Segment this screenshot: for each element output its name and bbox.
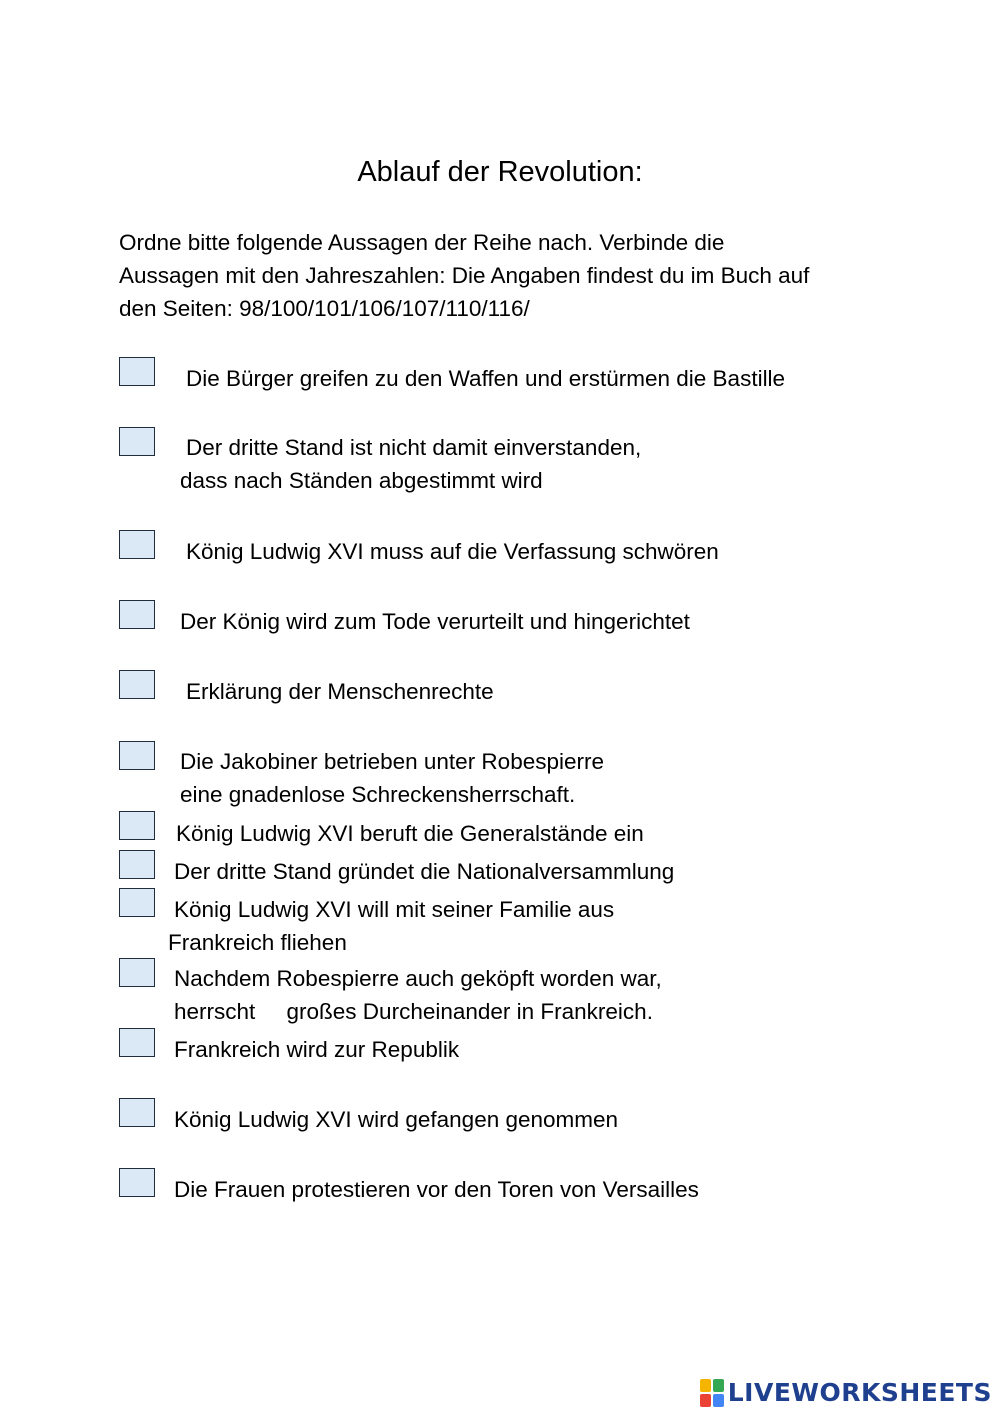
statement-7-line-1: König Ludwig XVI beruft die Generalstände ein	[176, 821, 644, 846]
instructions	[119, 226, 889, 325]
statement-10-line-2: herrscht großes Durcheinander in Frankreich.	[174, 999, 653, 1024]
liveworksheets-logo	[700, 1376, 992, 1410]
answer-box-8[interactable]	[119, 850, 155, 879]
statement-6-line-1: Die Jakobiner betrieben unter Robespierre	[180, 749, 604, 774]
answer-box-6[interactable]	[119, 741, 155, 770]
statement-12	[174, 1103, 618, 1136]
statement-11	[174, 1033, 459, 1066]
statement-9-line-1: König Ludwig XVI will mit seiner Familie aus	[174, 897, 615, 922]
instructions-line: den Seiten: 98/100/101/106/107/110/116/	[119, 296, 530, 321]
statement-5-line-1: Erklärung der Menschenrechte	[186, 679, 494, 704]
statement-12-line-1: König Ludwig XVI wird gefangen genommen	[174, 1107, 619, 1132]
statement-4	[180, 605, 690, 638]
statement-2-line-2: dass nach Ständen abgestimmt wird	[180, 468, 543, 493]
logo-square-green	[713, 1379, 724, 1392]
answer-box-3[interactable]	[119, 530, 155, 559]
statement-8	[174, 855, 674, 888]
instructions-line: Aussagen mit den Jahreszahlen: Die Angaben findest du im Buch auf	[119, 263, 810, 288]
statement-13	[174, 1173, 699, 1206]
liveworksheets-logo-icon	[700, 1379, 724, 1407]
page-title: Ablauf der Revolution:	[357, 156, 643, 188]
answer-box-1[interactable]	[119, 357, 155, 386]
answer-box-7[interactable]	[119, 811, 155, 840]
answer-box-10[interactable]	[119, 958, 155, 987]
instructions-line: Ordne bitte folgende Aussagen der Reihe nach. Verbinde die	[119, 230, 725, 255]
answer-box-11[interactable]	[119, 1028, 155, 1057]
statement-1	[186, 362, 785, 395]
statement-7	[176, 817, 644, 850]
statement-5	[186, 675, 494, 708]
answer-box-13[interactable]	[119, 1168, 155, 1197]
answer-box-5[interactable]	[119, 670, 155, 699]
statement-10-line-1: Nachdem Robespierre auch geköpft worden war,	[174, 966, 662, 991]
statement-10	[174, 962, 662, 1028]
statement-9	[168, 893, 615, 959]
statement-1-line-1: Die Bürger greifen zu den Waffen und erstürmen die Bastille	[186, 366, 786, 391]
statement-11-line-1: Frankreich wird zur Republik	[174, 1037, 460, 1062]
statement-2-line-1: Der dritte Stand ist nicht damit einverstanden,	[186, 435, 642, 460]
statement-8-line-1: Der dritte Stand gründet die Nationalversammlung	[174, 859, 675, 884]
logo-square-red	[700, 1394, 711, 1407]
statement-9-line-2: Frankreich fliehen	[168, 930, 347, 955]
statement-6-line-2: eine gnadenlose Schreckensherrschaft.	[180, 782, 576, 807]
logo-square-blue	[713, 1394, 724, 1407]
answer-box-9[interactable]	[119, 888, 155, 917]
statement-3-line-1: König Ludwig XVI muss auf die Verfassung schwören	[186, 539, 719, 564]
logo-square-yellow	[700, 1379, 711, 1392]
answer-box-2[interactable]	[119, 427, 155, 456]
statement-2	[180, 431, 642, 497]
answer-box-12[interactable]	[119, 1098, 155, 1127]
answer-box-4[interactable]	[119, 600, 155, 629]
statement-13-line-1: Die Frauen protestieren vor den Toren von Versailles	[174, 1177, 699, 1202]
logo-text: LIVEWORKSHEETS	[727, 1378, 992, 1407]
statement-3	[186, 535, 719, 568]
statement-4-line-1: Der König wird zum Tode verurteilt und hingerichtet	[180, 609, 690, 634]
statement-6	[180, 745, 604, 811]
